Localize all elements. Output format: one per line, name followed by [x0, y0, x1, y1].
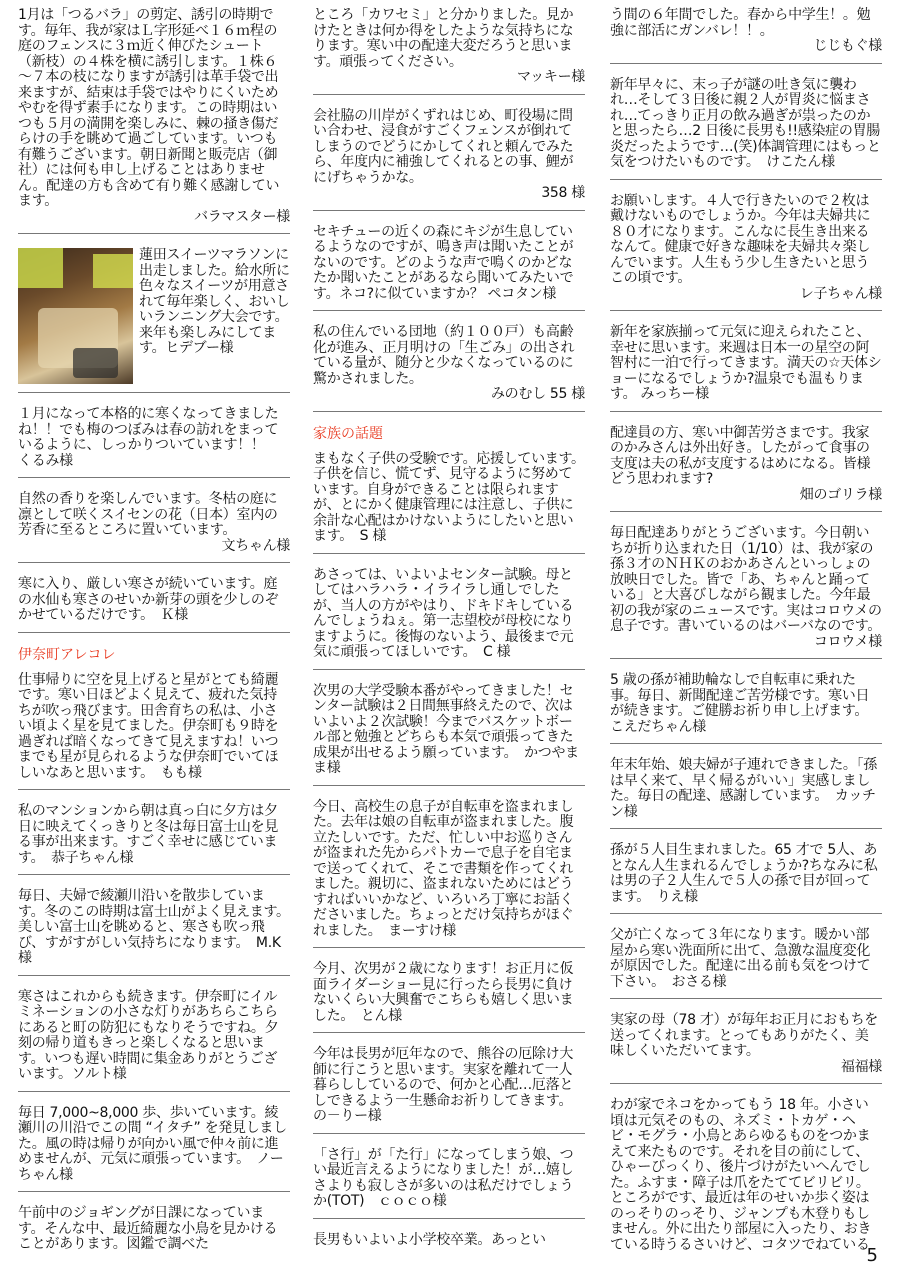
letter-post [610, 194, 882, 312]
letter-post [313, 568, 585, 670]
letter-text: う間の６年間でした。春から中学生！。勉強に部活にガンバレ！！。 [610, 7, 871, 39]
letter-text: 次男の大学受験本番がやってきました！センター試験は２日間無事終えたので、次はいよいよ２次試験！今までバスケットボール部と勉強とどちらも本気で頑張ってきた成果が出せるよう願っています。 かつやまま様 [313, 682, 579, 776]
letter-post [18, 673, 290, 791]
letter-post [313, 452, 585, 554]
letter-post [610, 8, 882, 64]
letter-signature: 畑のゴリラ様 [799, 486, 882, 503]
letter-text: １月になって本格的に寒くなってきましたね！！でも梅のつぼみは春の訪れをまっているように、しっかりついています！！ くるみ様 [18, 406, 279, 469]
letter-post [313, 8, 585, 95]
letter-post [610, 78, 882, 180]
letter-text: お願いします。４人で行きたいので２枚は戴けないものでしょうか。今年は夫婦共に８０才になります。こんなに長生き出来るなんて。健康で好きな趣味を夫婦共々楽しんでいます。人生もう少し生きたいと思うこの頃です。 [610, 192, 871, 286]
letter-text: 実家の母（78 才）が毎年お正月におもちを送ってくれます。とってもありがたく、美味しくいただいてます。 [610, 1012, 878, 1059]
letter-signature: 358 様 [541, 185, 585, 201]
letter-text: 自然の香りを楽しんでいます。冬枯の庭に凛として咲くスイセンの花（日本）室内の芳香に至るところに置いています。 [18, 491, 278, 538]
letter-text: 私のマンションから朝は真っ白に夕方は夕日に映えてくっきりと冬は毎日富士山を見る事が出来ます。すごく幸せに感じています。 恭子ちゃん様 [18, 803, 279, 866]
letter-text: 新年早々に、末っ子が謎の吐き気に襲われ…そして３日後に親２人が胃炎に悩まされ…てっきり正月の飲み過ぎが祟ったのかと思ったら…2 日後に長男も!!感染症の胃腸炎だったようです…(笑)体調管理にはもっと気をつけたいものです。 けこたん様 [610, 76, 881, 170]
column-left [18, 8, 290, 1275]
letter-post [313, 1233, 585, 1257]
letter-post [610, 673, 882, 744]
letter-text: 父が亡くなって３年になります。暖かい部屋から寒い洗面所に出て、急激な温度変化が原因でした。配達に出る前も気をつけて下さい。 おさる様 [610, 927, 871, 990]
letter-signature: コロウメ様 [813, 633, 882, 650]
letter-post [610, 325, 882, 412]
letter-post [18, 990, 290, 1092]
letter-text: 仕事帰りに空を見上げると星がとても綺麗です。寒い日ほどよく見えて、疲れた気持ちが吹っ飛びます。田舎育ちの私は、小さい頃よく星を見てました。伊奈町も９時を過ぎれば暗くなってきて見えますね！いつまでも星が見られるような伊奈町でいてほしいなあと思います。 もも様 [18, 671, 279, 781]
letter-text: ところ「カワセミ」と分かりました。見かけたときは何か得をしたような気持ちになります。寒い中の配達大変だろうと思います。頑張ってください。 [313, 7, 574, 70]
letter-post [313, 684, 585, 786]
letter-text: 寒に入り、厳しい寒さが続いています。庭の水仙も寒さのせいか新芽の頭を少しのぞかせているだけです。 Ｋ様 [18, 576, 279, 623]
photo-letter-post [18, 248, 290, 393]
letter-post [610, 1013, 882, 1084]
letter-text: 新年を家族揃って元気に迎えられたこと、幸せに思います。来週は日本一の星空の阿智村に一泊で行ってきます。満天の☆天体ショーになるでしょうか?温泉でも温もります。 みっちー様 [610, 324, 882, 402]
letter-signature: レ子ちゃん様 [799, 285, 882, 302]
column-right [610, 8, 882, 1275]
letter-post [18, 889, 290, 976]
letter-text: 毎日、夫婦で綾瀬川沿いを散歩しています。冬のこの時期は富士山がよく見えます。美しい富士山を眺めると、寒さも吹っ飛び、すがすがしい気持ちになります。 M.K 様 [18, 888, 290, 966]
letter-post [610, 526, 882, 659]
letter-text: 毎日配達ありがとうございます。今日朝いちが折り込まれた日（1/10）は、我が家の孫３才のＮＨＫのおかあさんといっしょの放映日でした。皆で「あ、ちゃんと踊っている」と大喜びしながら観ました。今年最初の我が家のニュースです。実はコロウメの息子です。書いているのはバーバなのです。 [610, 525, 882, 634]
letter-post [313, 225, 585, 312]
letter-text: 5 歳の孫が補助輪なしで自転車に乗れた事。毎日、新聞配達ご苦労様です。寒い日が続きます。ご健勝お祈り申し上げます。 こえだちゃん様 [610, 672, 875, 735]
letter-post [18, 804, 290, 875]
letter-post [18, 407, 290, 478]
letter-post [610, 928, 882, 999]
letter-post [18, 577, 290, 633]
letter-post [610, 758, 882, 829]
letter-post [313, 962, 585, 1033]
section-heading-ina-town: 伊奈町アレコレ [18, 646, 116, 663]
letter-post [610, 1098, 882, 1261]
letter-text: 今日、高校生の息子が自転車を盗まれました。去年は娘の自転車が盗まれました。腹立たしいです。ただ、忙しい中お巡りさんが盗まれた先からパトカーで息子を自宅まで送ってくれて、そこで書類を作ってくれました。親切に、盗まれないためにはどうすればいいかなど、いろいろ丁寧にお話くださいました。ちょっとだけ気持ちがほぐれました。 まーすけ様 [313, 798, 574, 939]
letter-post [313, 800, 585, 949]
letter-text: セキチューの近くの森にキジが生息しているようなのですが、鳴き声は聞いたことがないのです。どのような声で鳴くのかどなたか聞いたことがあるなら聞いてみたいです。ネコ?に似ていますか？ ペコタン様 [313, 223, 574, 302]
letter-post [18, 8, 290, 234]
letter-text: 寒さはこれからも続きます。伊奈町にイルミネーションの小さな灯りがあちらこちらにあると町の防犯にもなりそうですね。夕刻の帰り道もきっと楽しくなると思います。いつも遅い時間に集金ありがとうございます。ソルト様 [18, 988, 279, 1082]
letter-text: わが家でネコをかってもう 18 年。小さい頃は元気そのもの、ネズミ・トカゲ・ヘビ・モグラ・小鳥とあらゆるものをつかまえて来たものです。それを目の前にして、ひゃーびっくり、後片づけがたいへんでした。ふすま・障子は爪をたててビリビリ。ところがです、最近は年のせいか歩く姿はのっそりのっそり、ジャンプも木登りもしません。外に出たり部屋に入ったり、おきている時うるさいけど、コタツでねている [610, 1097, 872, 1253]
letter-signature: マッキー様 [517, 69, 585, 85]
page-number: 5 [866, 1245, 878, 1266]
letter-post [18, 492, 290, 563]
letter-signature: 文ちゃん様 [221, 537, 290, 554]
letter-post [18, 1106, 290, 1193]
letter-post [313, 325, 585, 412]
section-heading-family: 家族の話題 [313, 425, 383, 442]
column-middle [313, 8, 585, 1270]
letter-text: 午前中のジョギングが日課になっています。そんな中、最近綺麗な小鳥を見かけることがあります。図鑑で調べた [18, 1205, 278, 1252]
letter-post [313, 109, 585, 211]
letter-text: 蓮田スイーツマラソンに出走しました。給水所に色々なスイーツが用意されて毎年楽しく、おいしいランニング大会です。来年も楽しみにしてます。ヒデブー様 [139, 247, 290, 356]
letter-post [18, 1206, 290, 1261]
letter-post [313, 1148, 585, 1219]
letter-text: 毎日 7,000~8,000 歩、歩いています。綾瀬川の川沿でこの間 “イタチ” を発見しました。風の時は帰りが向かい風で仲々前に進めませんが、元気に頑張っています。 ノーちゃん様 [18, 1104, 287, 1183]
letter-text: あさっては、いよいよセンター試験。母としてはハラハラ・イライラし通しでしたが、当人の方がやはり、ドキドキしているんでしょうねぇ。第一志望校が母校になりますように。後悔のないよう、最後まで元気に頑張ってほしいです。 C 様 [313, 566, 574, 660]
letter-text: 今月、次男が２歳になります！お正月に仮面ライダーショー見に行ったら長男に負けないくらい大興奮でこちらも嬉しく思いました。 とん様 [313, 961, 574, 1024]
letter-text: 私の住んでいる団地（約１００戸）も高齢化が進み、正月明けの「生ごみ」の出されている量が、随分と少なくなっているのに驚かされました。 [313, 324, 575, 387]
marathon-photo [18, 248, 133, 384]
letter-text: 配達員の方、寒い中御苦労さまです。我家のかみさんは外出好き。したがって食事の支度は夫の私が支度するはめになる。皆様どう思われます? [610, 424, 871, 487]
letter-post [610, 843, 882, 914]
letter-text: 1月は「つるバラ」の剪定、誘引の時期です。毎年、我が家はＬ字形延べ１６ｍ程の庭のフェンスに３ｍ近く伸びたシュート（新枝）の４株を横に誘引します。１株６～７本の枝になりますが誘引は革手袋で出来ますが、結束は手袋ではやりにくいためやむを得ず素手になります。この時期はいつも５月の満開を楽しみに、棘の掻き傷だらけの手を眺めて過ごしています。いつも有難うございます。朝日新聞と販売店（御社）には何も申し上げることはありません。配達の方も含めて有り難く感謝しています。 [18, 7, 280, 209]
letter-text: 会社脇の川岸がくずれはじめ、町役場に問い合わせ、浸食がすごくフェンスが倒れてしまうのでどうにかしてくれと頼んでみたら、年度内に補強してくれるとの事、鯉がにげちゃうかな。 [313, 107, 574, 186]
letter-text: 「さ行」が「た行」になってしまう娘、つい最近言えるようになりました！が…嬉しさよりも寂しさが多いのは私だけでしょうか(TOT) ｃｏｃｏ様 [313, 1146, 574, 1209]
letter-text: 今年は長男が厄年なので、熊谷の厄除け大師に行こうと思います。実家を離れて一人暮らししているので、何かと心配…厄落としできるよう一生懸命お祈りしてきます。 の－りー様 [313, 1046, 579, 1124]
letter-signature: 福福様 [840, 1058, 882, 1075]
letter-text: 孫が５人目生まれました。65 才で 5人、あとなん人生まれるんでしょうか?ちなみに私は男の子２人生んで５人の孫で目が回ってます。 りえ様 [610, 842, 878, 905]
letter-text: 長男もいよいよ小学校卒業。あっとい [313, 1231, 546, 1248]
letter-text: 年末年始、娘夫婦が子連れできました。「孫は早く来て、早く帰るがいい」実感しました。毎日の配達、感謝しています。 カッチン様 [610, 757, 877, 820]
letter-signature: じじもぐ様 [813, 38, 882, 54]
letter-post [610, 426, 882, 513]
letter-signature: バラマスター様 [194, 208, 290, 225]
letter-text: まもなく子供の受験です。応援しています。子供を信じ、慌てず、見守るように努めています。自身ができることは限られますが、とにかく健康管理には注意し、子供に余計な心配はかけないようにしたいと思います。 S 様 [313, 450, 585, 544]
letter-signature: みのむし 55 様 [490, 386, 585, 402]
letter-post [313, 1047, 585, 1134]
